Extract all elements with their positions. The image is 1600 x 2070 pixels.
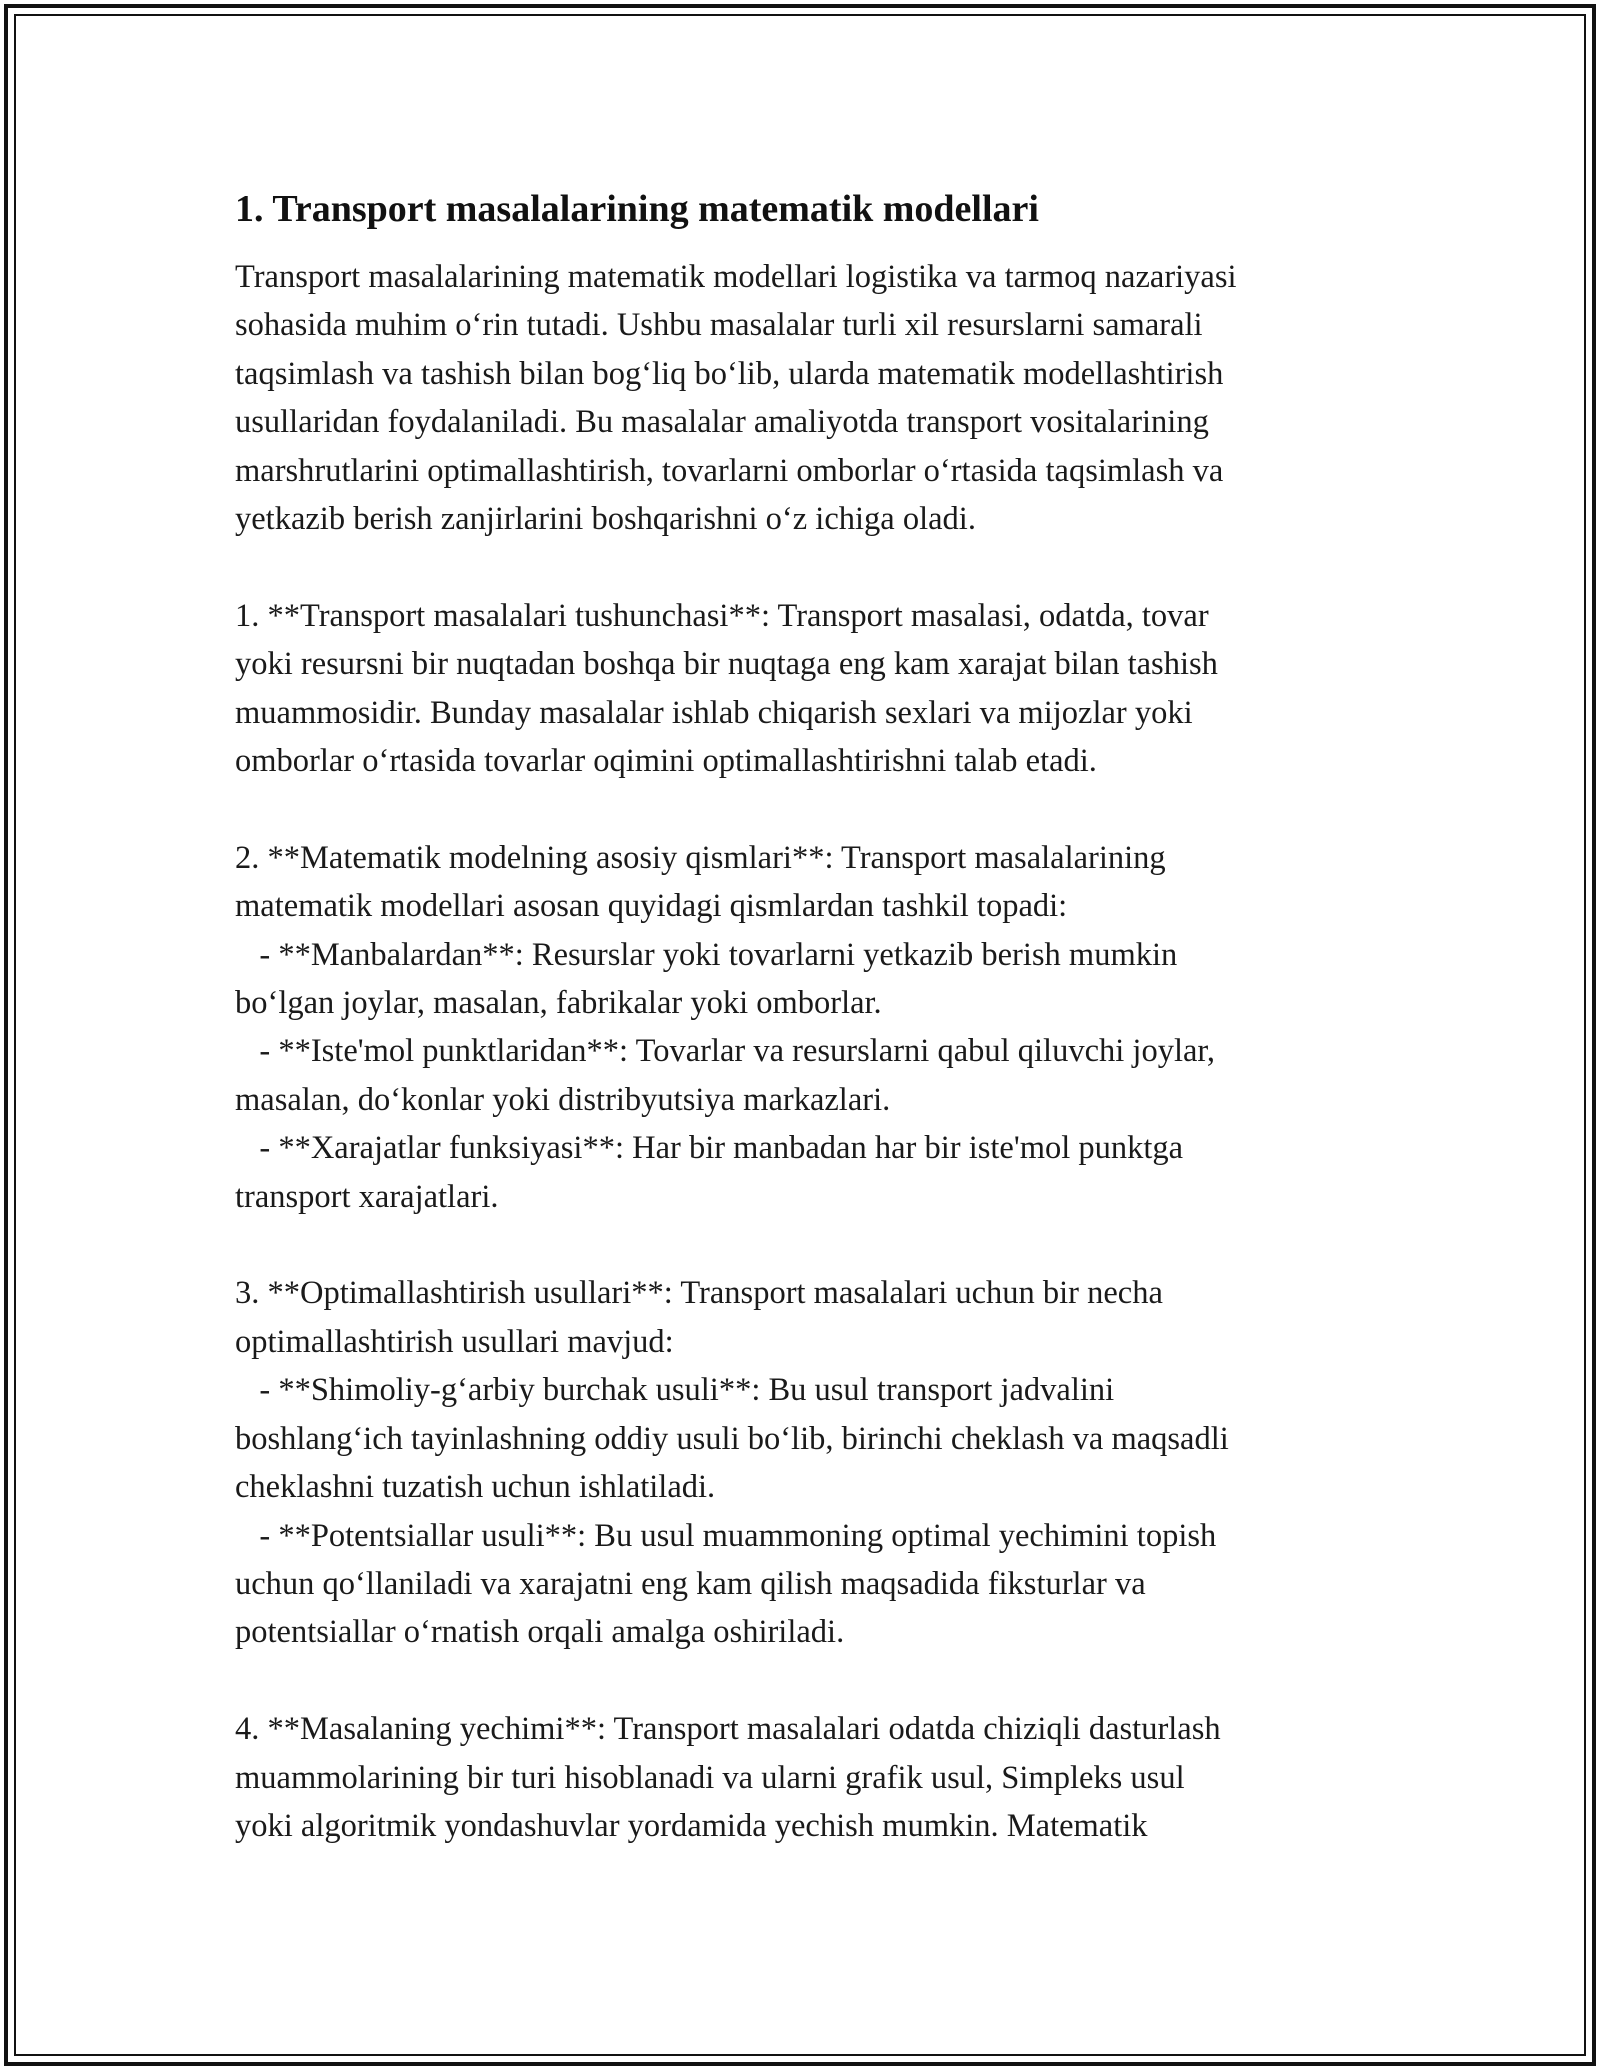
text-line: 4. **Masalaning yechimi**: Transport masalalari odatda chiziqli dasturlash	[235, 1711, 1221, 1748]
document-text	[235, 253, 1375, 1850]
text-line: potentsiallar o‘rnatish orqali amalga oshiriladi.	[235, 1614, 845, 1651]
text-line: marshrutlarini optimallashtirish, tovarlarni omborlar o‘rtasida taqsimlash va	[235, 452, 1224, 489]
document-body	[235, 185, 1375, 1850]
text-line: taqsimlash va tashish bilan bog‘liq bo‘lib, ularda matematik modellashtirish	[235, 355, 1224, 392]
text-line: muammosidir. Bunday masalalar ishlab chiqarish sexlari va mijozlar yoki	[235, 694, 1193, 731]
text-line: 3. **Optimallashtirish usullari**: Transport masalalari uchun bir necha	[235, 1275, 1163, 1312]
paragraph-gap	[235, 785, 1375, 833]
text-line: Transport masalalarining matematik modellari logistika va tarmoq nazariyasi	[235, 259, 1237, 295]
text-line: - **Manbalardan**: Resurslar yoki tovarlarni yetkazib berish mumkin	[235, 936, 1178, 973]
paragraph-gap	[235, 543, 1375, 591]
text-line: 2. **Matematik modelning asosiy qismlari**: Transport masalalarining	[235, 839, 1166, 876]
text-line: sohasida muhim o‘rin tutadi. Ushbu masalalar turli xil resurslarni samarali	[235, 307, 1203, 344]
text-line: usullaridan foydalaniladi. Bu masalalar amaliyotda transport vositalarining	[235, 404, 1209, 441]
text-line: uchun qo‘llaniladi va xarajatni eng kam qilish maqsadida fiksturlar va	[235, 1565, 1146, 1602]
text-line: yoki algoritmik yondashuvlar yordamida yechish mumkin. Matematik	[235, 1807, 1148, 1844]
document-heading: 1. Transport masalalarining matematik modellari	[235, 188, 1039, 230]
text-line: omborlar o‘rtasida tovarlar oqimini optimallashtirishni talab etadi.	[235, 743, 1097, 780]
text-line: masalan, do‘konlar yoki distribyutsiya markazlari.	[235, 1081, 891, 1118]
text-line: - **Xarajatlar funksiyasi**: Har bir manbadan har bir iste'mol punktga	[235, 1130, 1184, 1167]
text-line: - **Potentsiallar usuli**: Bu usul muammoning optimal yechimini topish	[235, 1517, 1217, 1554]
text-line: 1. **Transport masalalari tushunchasi**: Transport masalasi, odatda, tovar	[235, 597, 1209, 634]
text-line: optimallashtirish usullari mavjud:	[235, 1323, 674, 1360]
text-line: - **Shimoliy-g‘arbiy burchak usuli**: Bu usul transport jadvalini	[235, 1372, 1115, 1409]
text-line: transport xarajatlari.	[235, 1178, 499, 1215]
text-line: bo‘lgan joylar, masalan, fabrikalar yoki omborlar.	[235, 985, 882, 1022]
text-line: boshlang‘ich tayinlashning oddiy usuli bo‘lib, birinchi cheklash va maqsadli	[235, 1420, 1229, 1457]
text-line: cheklashni tuzatish uchun ishlatiladi.	[235, 1469, 716, 1506]
text-line: - **Iste'mol punktlaridan**: Tovarlar va resurslarni qabul qiluvchi joylar,	[235, 1033, 1216, 1070]
paragraph-gap	[235, 1657, 1375, 1705]
paragraph-gap	[235, 1221, 1375, 1269]
text-line: yoki resursni bir nuqtadan boshqa bir nuqtaga eng kam xarajat bilan tashish	[235, 646, 1218, 683]
text-line: yetkazib berish zanjirlarini boshqarishni o‘z ichiga oladi.	[235, 501, 976, 538]
text-line: matematik modellari asosan quyidagi qismlardan tashkil topadi:	[235, 888, 1068, 925]
text-line: muammolarining bir turi hisoblanadi va ularni grafik usul, Simpleks usul	[235, 1759, 1185, 1796]
